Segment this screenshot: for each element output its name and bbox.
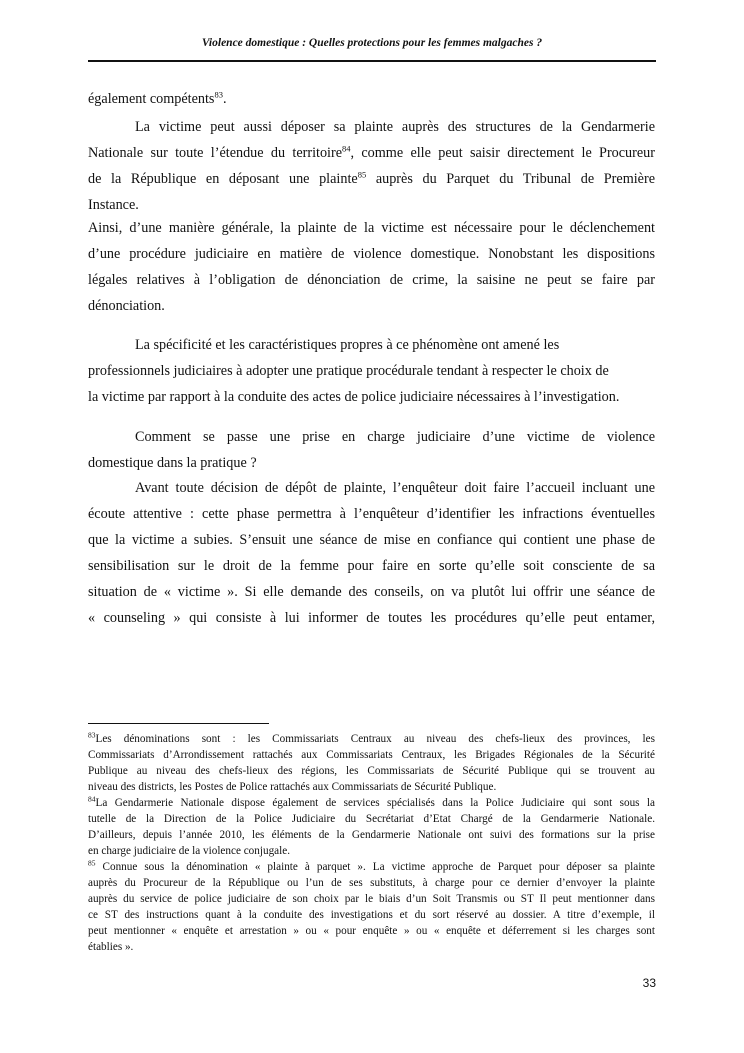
footnote-line: niveau des districts, les Postes de Police rattachés aux Commissariats de Sécurité Publique. bbox=[88, 781, 497, 793]
text-line: professionnels judiciaires à adopter une pratique procédurale tendant à respecter le choix de bbox=[88, 363, 609, 379]
footnote-85 bbox=[88, 860, 655, 874]
text-span: Les dénominations sont : les Commissariats Centraux au niveau des chefs-lieux des provinces, les bbox=[95, 733, 655, 745]
text-line: La victime peut aussi déposer sa plainte auprès des structures de la Gendarmerie bbox=[135, 119, 655, 135]
text-line: « counseling » qui consiste à lui informer de toutes les procédures qu’elle peut entamer, bbox=[88, 610, 655, 626]
footnote-number: 83 bbox=[88, 732, 96, 740]
text-span: , comme elle peut saisir directement le Procureur bbox=[350, 145, 655, 161]
text-line: La spécificité et les caractéristiques propres à ce phénomène ont amené les bbox=[135, 337, 560, 353]
footnote-84 bbox=[88, 796, 655, 810]
text-span: de la République en déposant une plainte bbox=[88, 171, 358, 187]
footnote-ref: 83 bbox=[214, 89, 223, 100]
text-line: que la victime a subies. S’ensuit une séance de mise en confiance qui contient une phase de bbox=[88, 532, 655, 548]
footnote-separator bbox=[88, 723, 269, 724]
footnote-83 bbox=[88, 732, 655, 746]
footnote-line: peut mentionner « enquête et arrestation » ou « pour enquête » ou « enquête et déferrement si les charges sont bbox=[88, 925, 655, 937]
footnote-line: tutelle de la Direction de la Police Judiciaire du Secrétariat d’Etat Chargé de la Gendarmerie Nationale. bbox=[88, 813, 655, 825]
footnote-line: Publique au niveau des chefs-lieux des régions, les Commissariats de Sécurité Publique qui se trouvent au bbox=[88, 765, 655, 777]
footnote-line: auprès du service de police judiciaire de son choix par le biais d’un Soit Transmis ou ST Il peut mentionner dans bbox=[88, 893, 655, 905]
text-line: dénonciation. bbox=[88, 298, 165, 314]
footnote-line: Commissariats d’Arrondissement rattachés aux Commissariats Centraux, les Brigades Régionales de la Sécurité bbox=[88, 749, 655, 761]
text-span: Connue sous la dénomination « plainte à parquet ». La victime approche de Parquet pour déposer sa plainte bbox=[95, 861, 655, 873]
text-line: légales relatives à l’obligation de dénonciation de crime, la saisine ne peut se faire par bbox=[88, 272, 655, 288]
footnote-ref: 85 bbox=[357, 170, 367, 180]
footnote-number: 85 bbox=[88, 860, 96, 868]
text-line bbox=[88, 90, 655, 108]
text-line: écoute attentive : cette phase permettra à l’enquêteur d’identifier les infractions éventuelles bbox=[88, 506, 655, 522]
text-span: . bbox=[222, 91, 227, 107]
footnote-line: auprès du Procureur de la République ou l’un de ses substituts, à charge pour ce dernier d’envoyer la plainte bbox=[88, 877, 655, 889]
footnote-line: établies ». bbox=[88, 941, 134, 953]
text-span: auprès du Parquet du Tribunal de Première bbox=[366, 171, 655, 187]
text-span: La Gendarmerie Nationale dispose également de services spécialisés dans la Police Judiciaire qui sont sous la bbox=[95, 797, 655, 809]
text-line: Comment se passe une prise en charge judiciaire d’une victime de violence bbox=[135, 429, 655, 445]
text-line: domestique dans la pratique ? bbox=[88, 455, 257, 471]
text-line bbox=[88, 170, 655, 188]
footnote-number: 84 bbox=[88, 796, 96, 804]
text-line: Avant toute décision de dépôt de plainte, l’enquêteur doit faire l’accueil incluant une bbox=[135, 480, 655, 496]
text-line: sensibilisation sur le droit de la femme pour faire en sorte qu’elle soit consciente de sa bbox=[88, 558, 655, 574]
footnote-ref: 84 bbox=[342, 144, 351, 154]
footnote-line: en charge judiciaire de la violence conjugale. bbox=[88, 845, 291, 857]
text-line: situation de « victime ». Si elle demande des conseils, on va plutôt lui offrir une séance de bbox=[88, 584, 655, 600]
header-rule bbox=[88, 60, 656, 62]
page-number: 33 bbox=[642, 976, 656, 990]
running-header: Violence domestique : Quelles protections pour les femmes malgaches ? bbox=[201, 37, 543, 49]
text-line: d’une procédure judiciaire en matière de violence domestique. Nonobstant les dispositions bbox=[88, 246, 655, 262]
text-line: la victime par rapport à la conduite des actes de police judiciaire nécessaires à l’investigation. bbox=[88, 389, 620, 405]
text-line bbox=[88, 144, 655, 162]
text-line: Ainsi, d’une manière générale, la plainte de la victime est nécessaire pour le déclenchement bbox=[88, 220, 655, 236]
text-line: Instance. bbox=[88, 197, 139, 213]
text-span: Nationale sur toute l’étendue du territoire bbox=[88, 145, 343, 161]
footnote-line: D’ailleurs, depuis l’année 2010, les éléments de la Gendarmerie Nationale ont suivi des formations sur la prise bbox=[88, 829, 655, 841]
footnote-line: ce ST des instructions quant à la conduite des investigations et du sort réservé au dossier. A titre d’exemple, il bbox=[88, 909, 655, 921]
text-span: également compétents bbox=[88, 91, 215, 107]
